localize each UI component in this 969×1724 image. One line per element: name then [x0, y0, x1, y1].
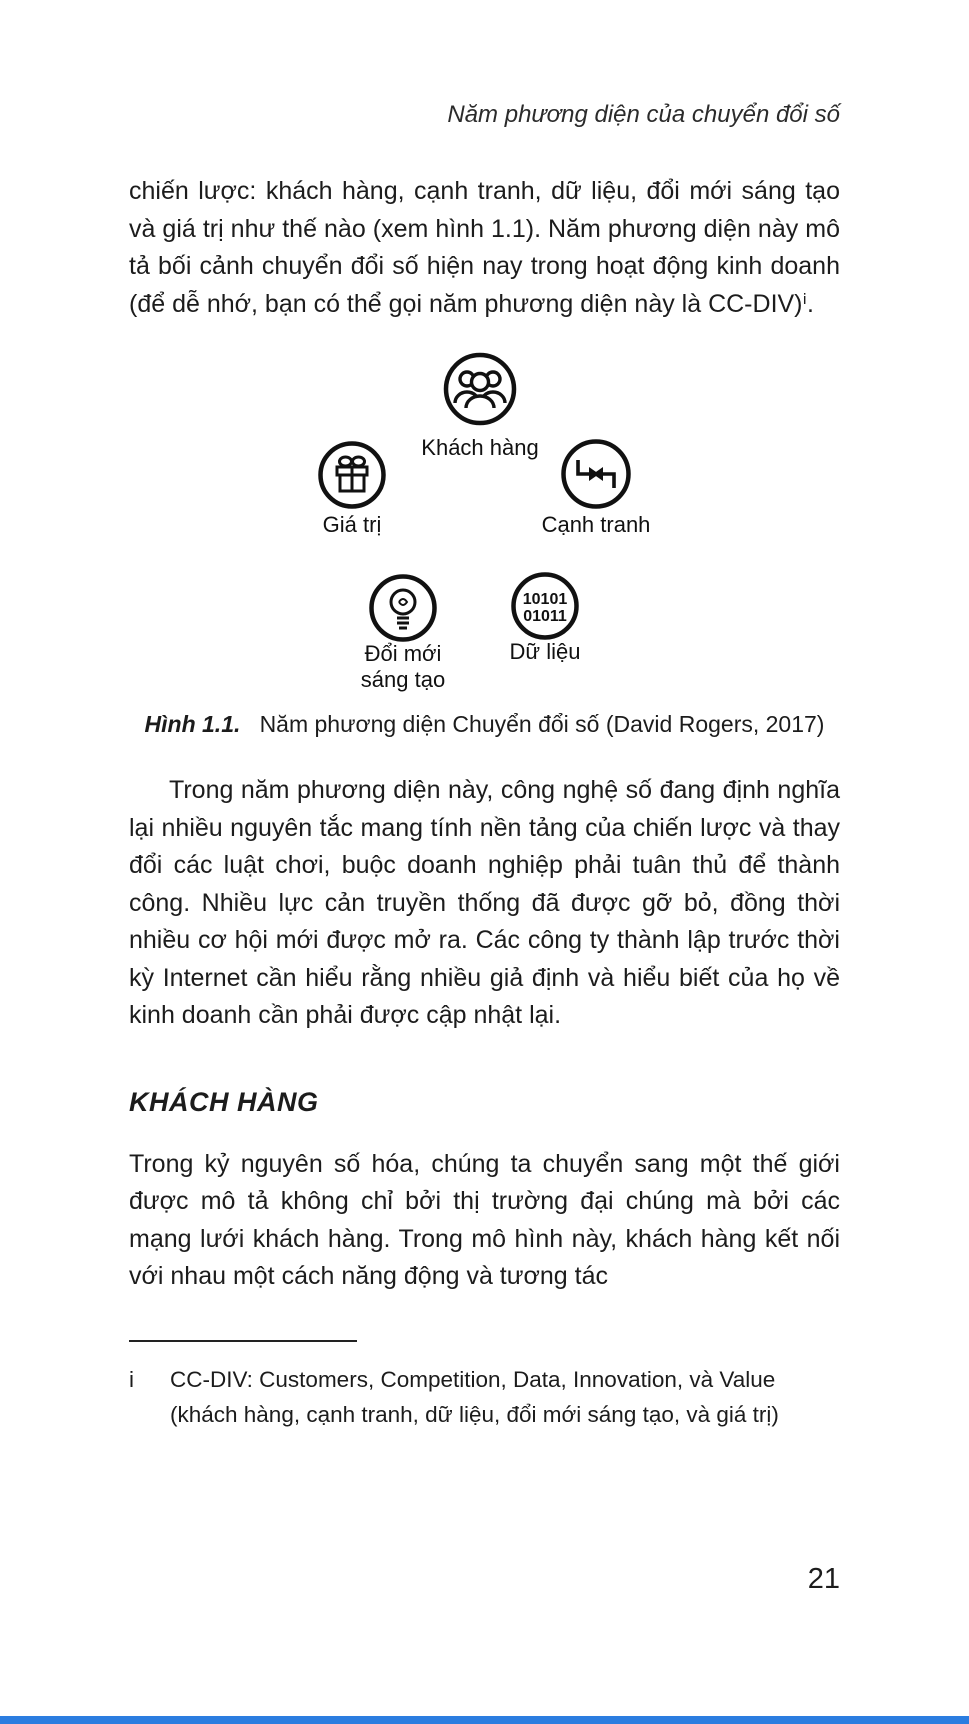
data-icon-binary-line2: 01011: [523, 608, 567, 625]
footnote-line-1: CC-DIV: Customers, Competition, Data, Innovation, và Value: [170, 1366, 776, 1392]
competition-icon-label: Cạnh tranh: [541, 512, 651, 537]
footnote: [129, 1362, 840, 1432]
competition-icon: [560, 438, 632, 510]
paragraph-2: Trong năm phương diện này, công nghệ số đang định nghĩa lại nhiều nguyên tắc mang tính nền tảng của chiến lược và thay đổi các luật chơi, buộc doanh nghiệp phải tuân thủ để thành công. Nhiều lực cản truyền thống đã được gỡ bỏ, đồng thời nhiều cơ hội mới được mở ra. Các công ty thành lập trước thời kỳ Internet cần hiểu rằng nhiều giả định và hiểu biết của họ về kinh doanh cần phải được cập nhật lại.: [129, 776, 840, 1029]
footnote-text: [170, 1362, 840, 1432]
innovation-icon-label: Đổi mới sáng tạo: [360, 641, 446, 692]
book-page: [0, 101, 969, 1724]
data-icon: [510, 571, 580, 641]
customers-icon-label: Khách hàng: [421, 435, 539, 460]
value-icon: [317, 440, 387, 510]
footnote-marker: i: [129, 1366, 134, 1392]
figure-caption-text: Năm phương diện Chuyển đổi số (David Rogers, 2017): [259, 711, 825, 737]
footnote-divider: [129, 1340, 357, 1342]
customers-icon: [442, 351, 518, 427]
innovation-icon: [368, 573, 438, 643]
page-number: 21: [807, 1563, 840, 1595]
bottom-accent-bar: [0, 1716, 969, 1724]
data-icon-binary-line1: 10101: [522, 591, 568, 608]
footnote-line-2: (khách hàng, cạnh tranh, dữ liệu, đổi mới sáng tạo, và giá trị): [170, 1401, 779, 1427]
paragraph-3: Trong kỷ nguyên số hóa, chúng ta chuyển sang một thế giới được mô tả không chỉ bởi thị trường đại chúng mà bởi các mạng lưới khách hàng. Trong mô hình này, khách hàng kết nối với nhau một cách năng động và tương tác: [129, 1149, 840, 1290]
value-icon-label: Giá trị: [322, 512, 382, 537]
figure-1-1: [129, 349, 840, 701]
running-header: Năm phương diện của chuyển đổi số: [447, 101, 840, 128]
figure-caption-label: Hình 1.1.: [144, 711, 241, 737]
paragraph-1: chiến lược: khách hàng, cạnh tranh, dữ liệu, đổi mới sáng tạo và giá trị như thế nào (xem hình 1.1). Năm phương diện này mô tả bối cảnh chuyển đổi số hiện nay trong hoạt động kinh doanh (để dễ nhớ, bạn có thể gọi năm phương diện này là CC-DIV)ⁱ.: [129, 177, 840, 318]
section-heading-khach-hang: KHÁCH HÀNG: [129, 1086, 319, 1117]
data-icon-label: Dữ liệu: [509, 639, 581, 664]
figure-caption: [129, 711, 840, 738]
